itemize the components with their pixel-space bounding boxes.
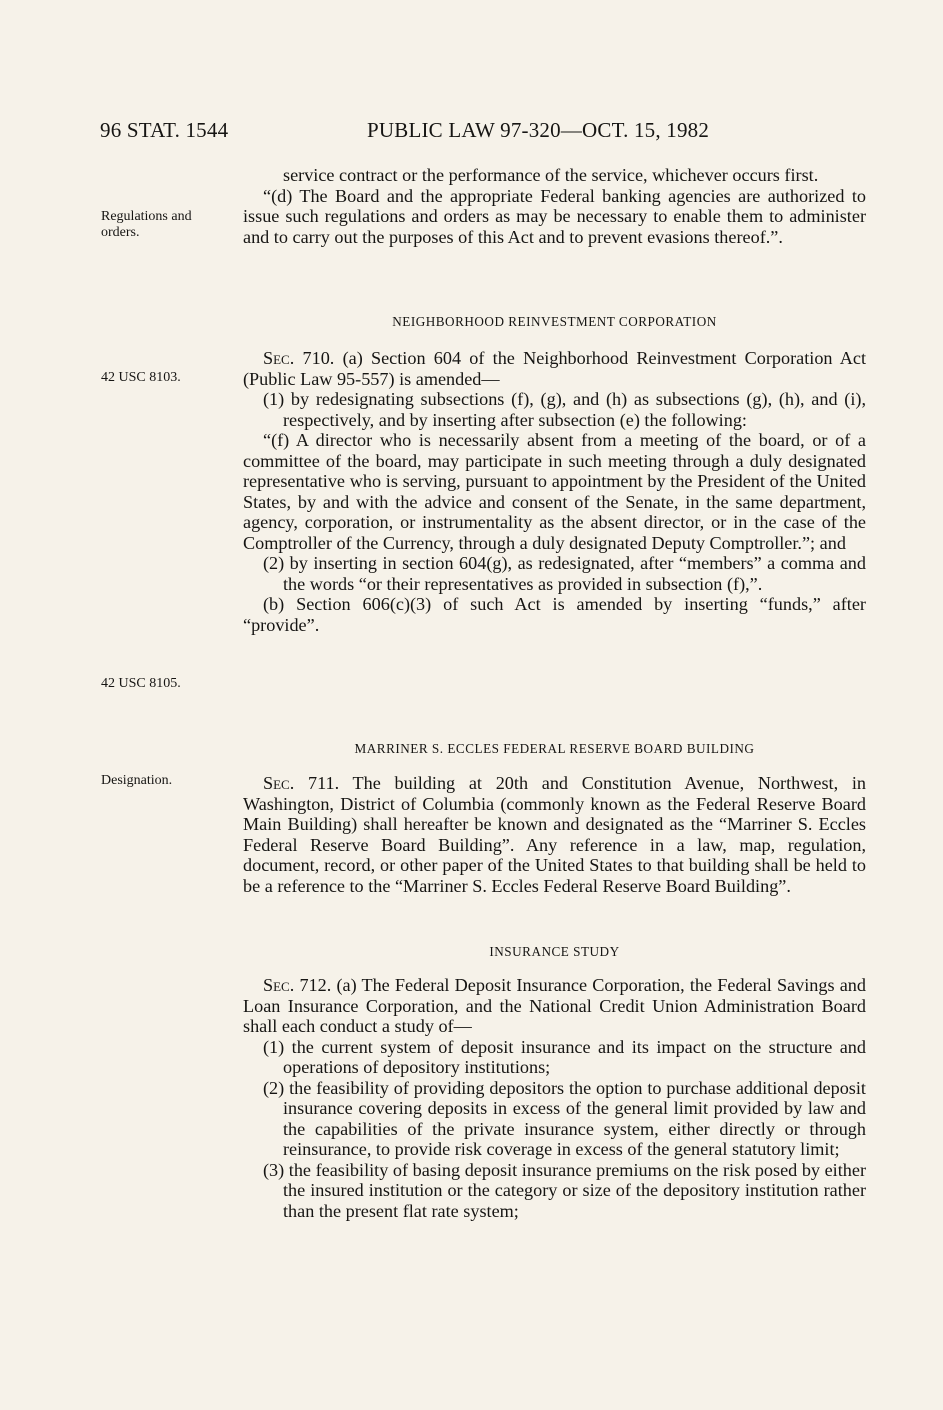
section-label: Sec.	[263, 348, 295, 368]
section-710-subsection-b: (b) Section 606(c)(3) of such Act is amended by inserting “funds,” after “provide”.	[243, 594, 866, 635]
heading-neighborhood-reinvestment: NEIGHBORHOOD REINVESTMENT CORPORATION	[392, 314, 717, 329]
section-710-item-2: (2) by inserting in section 604(g), as redesignated, after “members” a comma and the words “or their representatives as provided in subsection (f),”.	[263, 553, 866, 594]
section-label: Sec.	[263, 975, 295, 995]
section-711	[243, 773, 866, 896]
section-label: Sec.	[263, 773, 295, 793]
section-710-intro-text: 710. (a) Section 604 of the Neighborhood Reinvestment Corporation Act (Public Law 95-557) is amended—	[243, 348, 867, 389]
stat-page-number: 96 STAT. 1544	[100, 118, 229, 142]
section-712	[243, 975, 866, 1221]
section-712-intro-text: 712. (a) The Federal Deposit Insurance Corporation, the Federal Savings and Loan Insurance Corporation, and the National Credit Union Administration Board shall each conduct a study of—	[243, 975, 866, 1036]
margin-note-usc-8103: 42 USC 8103.	[101, 370, 181, 385]
page-header	[100, 118, 866, 150]
margin-note-usc-8105: 42 USC 8105.	[101, 676, 181, 691]
section-711-text	[243, 773, 866, 896]
section-710-item-1: (1) by redesignating subsections (f), (g), and (h) as subsections (g), (h), and (i), respectively, and by inserting after subsection (e) the following:	[263, 389, 866, 430]
section-710-intro	[243, 348, 866, 389]
heading-eccles-building: MARRINER S. ECCLES FEDERAL RESERVE BOARD BUILDING	[354, 741, 755, 756]
section-712-item-3: (3) the feasibility of basing deposit insurance premiums on the risk posed by either the insured institution or the category or size of the depository institution rather than the present flat rate system;	[263, 1159, 866, 1221]
paragraph-subsection-d: “(d) The Board and the appropriate Federal banking agencies are authorized to issue such regulations and orders as may be necessary to enable them to administer and to carry out the purposes of this Act and to prevent evasions thereof.”.	[243, 185, 866, 247]
margin-note-regulations: Regulations and orders.	[101, 209, 192, 240]
quoted-subsection-f: “(f) A director who is necessarily absent from a meeting of the board, or of a committee of the board, may participate in such meeting through a duly designated representative who is serving, pursuant to appointment by the President of the United States, by and with the advice and consent of the Senate, in the same department, agency, corporation, or instrumentality as the absent director, or in the case of the Comptroller of the Currency, through a duly designated Deputy Comptroller.”; and	[243, 430, 866, 553]
section-712-item-2: (2) the feasibility of providing depositors the option to purchase additional deposit insurance covering deposits in excess of the general limit provided by law and the capabilities of the private insurance system, either directly or through reinsurance, to provide risk coverage in excess of the general statutory limit;	[263, 1077, 866, 1159]
section-712-intro	[243, 975, 866, 1037]
section-711-body: 711. The building at 20th and Constitution Avenue, Northwest, in Washington, District of Columbia (commonly known as the Federal Reserve Board Main Building) shall hereafter be known and designated as the “Marriner S. Eccles Federal Reserve Board Building”. Any reference in a law, map, regulation, document, record, or other paper of the United States to that building shall be held to be a reference to the “Marriner S. Eccles Federal Reserve Board Building”.	[243, 773, 867, 896]
public-law-title: PUBLIC LAW 97-320—OCT. 15, 1982	[367, 118, 710, 142]
section-710	[243, 348, 866, 635]
section-712-item-1: (1) the current system of deposit insurance and its impact on the structure and operations of depository institutions;	[263, 1036, 866, 1077]
block-subsection-d	[243, 165, 866, 247]
heading-insurance-study: INSURANCE STUDY	[489, 944, 620, 959]
margin-note-designation: Designation.	[101, 773, 173, 788]
paragraph-continuation: service contract or the performance of the service, whichever occurs first.	[283, 165, 819, 185]
